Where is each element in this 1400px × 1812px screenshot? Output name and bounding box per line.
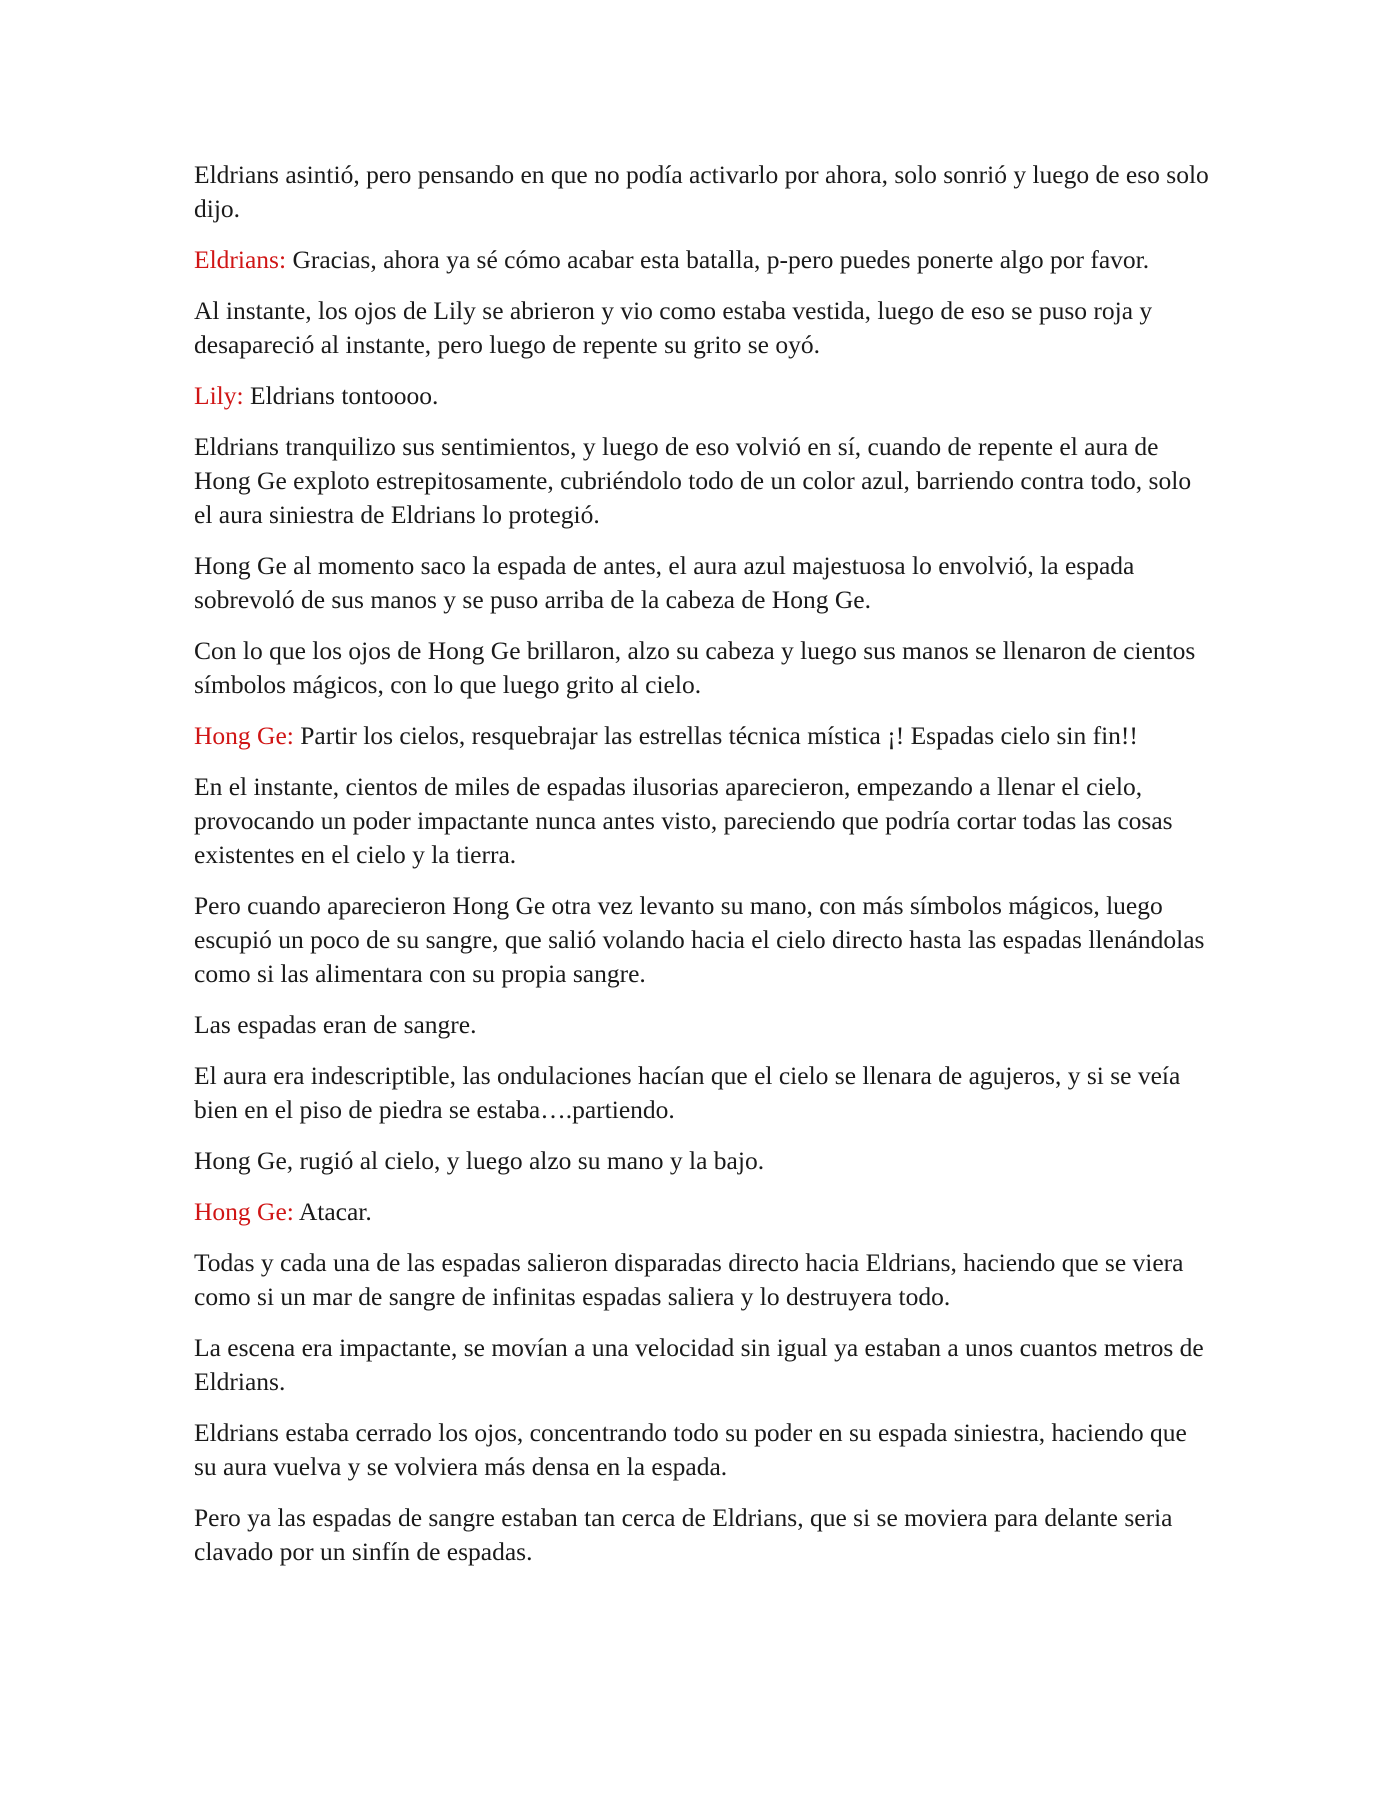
paragraph-text: Eldrians tontoooo.	[249, 381, 439, 410]
paragraph-text: Atacar.	[298, 1197, 372, 1226]
narrative-paragraph	[194, 634, 1214, 702]
speaker-label: Hong Ge:	[194, 1197, 294, 1226]
narrative-paragraph	[194, 294, 1214, 362]
paragraph-text: Hong Ge, rugió al cielo, y luego alzo su mano y la bajo.	[194, 1146, 765, 1175]
narrative-paragraph	[194, 430, 1214, 532]
narrative-paragraph	[194, 1501, 1214, 1569]
dialogue-paragraph	[194, 379, 1214, 413]
paragraph-text: Al instante, los ojos de Lily se abrieron y vio como estaba vestida, luego de eso se puso roja y desapareció al instante, pero luego de repente su grito se oyó.	[194, 296, 1153, 359]
speaker-label: Eldrians:	[194, 245, 287, 274]
document-body	[194, 158, 1214, 1586]
narrative-paragraph	[194, 158, 1214, 226]
narrative-paragraph	[194, 1008, 1214, 1042]
narrative-paragraph	[194, 889, 1214, 991]
narrative-paragraph	[194, 1331, 1214, 1399]
paragraph-text: Las espadas eran de sangre.	[194, 1010, 477, 1039]
narrative-paragraph	[194, 1059, 1214, 1127]
narrative-paragraph	[194, 770, 1214, 872]
paragraph-text: Con lo que los ojos de Hong Ge brillaron, alzo su cabeza y luego sus manos se llenaron de cientos símbolos mágicos, con lo que luego grito al cielo.	[194, 636, 1196, 699]
dialogue-paragraph	[194, 243, 1214, 277]
paragraph-text: Eldrians asintió, pero pensando en que no podía activarlo por ahora, solo sonrió y luego de eso solo dijo.	[194, 160, 1209, 223]
narrative-paragraph	[194, 1246, 1214, 1314]
paragraph-text: Todas y cada una de las espadas salieron disparadas directo hacia Eldrians, haciendo que se viera como si un mar de sangre de infinitas espadas saliera y lo destruyera todo.	[194, 1248, 1184, 1311]
paragraph-text: Hong Ge al momento saco la espada de antes, el aura azul majestuosa lo envolvió, la espada sobrevoló de sus manos y se puso arriba de la cabeza de Hong Ge.	[194, 551, 1135, 614]
speaker-label: Lily:	[194, 381, 244, 410]
paragraph-text: Partir los cielos, resquebrajar las estrellas técnica mística ¡! Espadas cielo sin fin!!	[300, 721, 1138, 750]
paragraph-text: La escena era impactante, se movían a una velocidad sin igual ya estaban a unos cuantos metros de Eldrians.	[194, 1333, 1204, 1396]
dialogue-paragraph	[194, 1195, 1214, 1229]
paragraph-text: Pero ya las espadas de sangre estaban tan cerca de Eldrians, que si se moviera para delante seria clavado por un sinfín de espadas.	[194, 1503, 1173, 1566]
narrative-paragraph	[194, 1144, 1214, 1178]
narrative-paragraph	[194, 549, 1214, 617]
paragraph-text: Pero cuando aparecieron Hong Ge otra vez levanto su mano, con más símbolos mágicos, luego escupió un poco de su sangre, que salió volando hacia el cielo directo hasta las espadas llenándolas como si las alimentara con su propia sangre.	[194, 891, 1205, 988]
paragraph-text: En el instante, cientos de miles de espadas ilusorias aparecieron, empezando a llenar el cielo, provocando un poder impactante nunca antes visto, pareciendo que podría cortar todas las cosas existentes en el cielo y la tierra.	[194, 772, 1173, 869]
narrative-paragraph	[194, 1416, 1214, 1484]
dialogue-paragraph	[194, 719, 1214, 753]
paragraph-text: Eldrians estaba cerrado los ojos, concentrando todo su poder en su espada siniestra, haciendo que su aura vuelva y se volviera más densa en la espada.	[194, 1418, 1187, 1481]
paragraph-text: El aura era indescriptible, las ondulaciones hacían que el cielo se llenara de agujeros, y si se veía bien en el piso de piedra se estaba….partiendo.	[194, 1061, 1181, 1124]
paragraph-text: Eldrians tranquilizo sus sentimientos, y luego de eso volvió en sí, cuando de repente el aura de Hong Ge exploto estrepitosamente, cubriéndolo todo de un color azul, barriendo contra todo, solo el aura siniestra de Eldrians lo protegió.	[194, 432, 1192, 529]
speaker-label: Hong Ge:	[194, 721, 294, 750]
paragraph-text: Gracias, ahora ya sé cómo acabar esta batalla, p-pero puedes ponerte algo por favor.	[292, 245, 1150, 274]
